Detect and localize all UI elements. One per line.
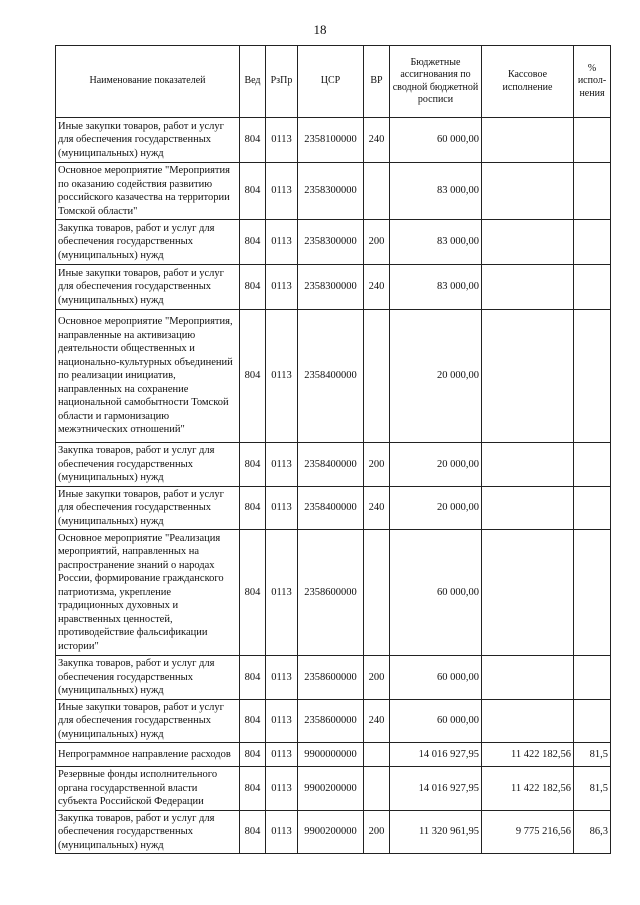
row-cash <box>482 486 574 530</box>
row-rzpr: 0113 <box>266 443 298 487</box>
row-csr: 2358600000 <box>298 656 364 700</box>
row-vr: 200 <box>364 810 390 854</box>
row-name: Иные закупки товаров, работ и услуг для обеспечения государственных (муниципальных) нужд <box>56 118 240 163</box>
row-name: Закупка товаров, работ и услуг для обеспечения государственных (муниципальных) нужд <box>56 443 240 487</box>
row-ved: 804 <box>240 310 266 443</box>
row-rzpr: 0113 <box>266 767 298 811</box>
row-pct <box>574 118 611 163</box>
row-cash: 11 422 182,56 <box>482 743 574 767</box>
row-name: Иные закупки товаров, работ и услуг для обеспечения государственных (муниципальных) нужд <box>56 699 240 743</box>
header-ved: Вед <box>240 46 266 118</box>
row-ved: 804 <box>240 810 266 854</box>
row-rzpr: 0113 <box>266 265 298 310</box>
row-csr: 9900000000 <box>298 743 364 767</box>
row-ved: 804 <box>240 265 266 310</box>
row-rzpr: 0113 <box>266 163 298 220</box>
row-vr <box>364 163 390 220</box>
row-ved: 804 <box>240 767 266 811</box>
row-rzpr: 0113 <box>266 656 298 700</box>
row-csr: 2358600000 <box>298 530 364 656</box>
row-rzpr: 0113 <box>266 220 298 265</box>
row-cash <box>482 656 574 700</box>
table-row <box>56 443 611 487</box>
row-rzpr: 0113 <box>266 699 298 743</box>
page-number: 18 <box>313 22 327 37</box>
row-rzpr: 0113 <box>266 743 298 767</box>
row-vr <box>364 530 390 656</box>
row-rzpr: 0113 <box>266 810 298 854</box>
row-vr: 240 <box>364 486 390 530</box>
row-pct <box>574 220 611 265</box>
row-rzpr: 0113 <box>266 118 298 163</box>
table-row <box>56 265 611 310</box>
budget-table <box>55 45 611 854</box>
row-budget: 14 016 927,95 <box>390 767 482 811</box>
row-vr: 200 <box>364 443 390 487</box>
row-ved: 804 <box>240 699 266 743</box>
header-vr: ВР <box>364 46 390 118</box>
table-row <box>56 699 611 743</box>
row-vr <box>364 743 390 767</box>
row-cash <box>482 118 574 163</box>
row-name: Закупка товаров, работ и услуг для обеспечения государственных (муниципальных) нужд <box>56 220 240 265</box>
row-name: Основное мероприятие "Мероприятия по оказанию содействия развитию российского казачества на территории Томской области" <box>56 163 240 220</box>
header-pct: % испол-нения <box>574 46 611 118</box>
row-budget: 83 000,00 <box>390 163 482 220</box>
row-vr: 200 <box>364 656 390 700</box>
row-name: Резервные фонды исполнительного органа государственной власти субъекта Российской Федерации <box>56 767 240 811</box>
row-ved: 804 <box>240 530 266 656</box>
row-cash <box>482 310 574 443</box>
row-ved: 804 <box>240 743 266 767</box>
row-csr: 2358300000 <box>298 163 364 220</box>
row-csr: 2358100000 <box>298 118 364 163</box>
row-name: Основное мероприятие "Реализация мероприятий, направленных на распространение знаний о народах России, формирование гражданского патриотизма, укрепление традиционных духовных и нравственных ценностей, противодействие фальсификации истории" <box>56 530 240 656</box>
row-vr <box>364 767 390 811</box>
row-vr <box>364 310 390 443</box>
row-pct <box>574 530 611 656</box>
table-row <box>56 656 611 700</box>
row-pct <box>574 656 611 700</box>
header-cash: Кассовое исполнение <box>482 46 574 118</box>
table-row <box>56 486 611 530</box>
row-ved: 804 <box>240 656 266 700</box>
row-vr: 200 <box>364 220 390 265</box>
header-csr: ЦСР <box>298 46 364 118</box>
row-name: Иные закупки товаров, работ и услуг для обеспечения государственных (муниципальных) нужд <box>56 486 240 530</box>
row-name: Непрограммное направление расходов <box>56 743 240 767</box>
row-pct: 86,3 <box>574 810 611 854</box>
table-row <box>56 530 611 656</box>
row-pct <box>574 163 611 220</box>
row-cash <box>482 443 574 487</box>
row-budget: 60 000,00 <box>390 530 482 656</box>
row-name: Основное мероприятие "Мероприятия, направленные на активизацию деятельности общественных и национально-культурных объединений по реализации инициатив, направленных на сохранение национальной самобытности Томской области и гармонизацию межэтнических отношений" <box>56 310 240 443</box>
row-csr: 9900200000 <box>298 767 364 811</box>
header-name: Наименование показателей <box>56 46 240 118</box>
row-ved: 804 <box>240 163 266 220</box>
row-budget: 60 000,00 <box>390 656 482 700</box>
row-budget: 83 000,00 <box>390 220 482 265</box>
row-budget: 60 000,00 <box>390 118 482 163</box>
table-row <box>56 118 611 163</box>
row-pct <box>574 486 611 530</box>
row-pct: 81,5 <box>574 743 611 767</box>
row-rzpr: 0113 <box>266 530 298 656</box>
row-ved: 804 <box>240 486 266 530</box>
row-csr: 9900200000 <box>298 810 364 854</box>
row-csr: 2358400000 <box>298 310 364 443</box>
row-name: Закупка товаров, работ и услуг для обеспечения государственных (муниципальных) нужд <box>56 656 240 700</box>
row-pct <box>574 443 611 487</box>
row-ved: 804 <box>240 220 266 265</box>
row-cash <box>482 265 574 310</box>
row-budget: 11 320 961,95 <box>390 810 482 854</box>
row-name: Иные закупки товаров, работ и услуг для обеспечения государственных (муниципальных) нужд <box>56 265 240 310</box>
row-vr: 240 <box>364 118 390 163</box>
row-budget: 20 000,00 <box>390 486 482 530</box>
row-pct <box>574 699 611 743</box>
row-ved: 804 <box>240 118 266 163</box>
row-vr: 240 <box>364 265 390 310</box>
row-rzpr: 0113 <box>266 310 298 443</box>
row-cash: 11 422 182,56 <box>482 767 574 811</box>
header-rzpr: РзПр <box>266 46 298 118</box>
row-budget: 60 000,00 <box>390 699 482 743</box>
table-row <box>56 743 611 767</box>
row-name: Закупка товаров, работ и услуг для обеспечения государственных (муниципальных) нужд <box>56 810 240 854</box>
row-rzpr: 0113 <box>266 486 298 530</box>
row-pct: 81,5 <box>574 767 611 811</box>
row-cash <box>482 530 574 656</box>
row-budget: 20 000,00 <box>390 310 482 443</box>
row-csr: 2358300000 <box>298 220 364 265</box>
header-budget: Бюджетные ассигнования по сводной бюджетной росписи <box>390 46 482 118</box>
row-budget: 83 000,00 <box>390 265 482 310</box>
row-cash: 9 775 216,56 <box>482 810 574 854</box>
row-budget: 20 000,00 <box>390 443 482 487</box>
row-ved: 804 <box>240 443 266 487</box>
table-header-row <box>56 46 611 118</box>
row-cash <box>482 699 574 743</box>
row-cash <box>482 163 574 220</box>
row-csr: 2358400000 <box>298 443 364 487</box>
row-cash <box>482 220 574 265</box>
table-row <box>56 767 611 811</box>
row-pct <box>574 265 611 310</box>
row-pct <box>574 310 611 443</box>
table-row <box>56 163 611 220</box>
table-row <box>56 220 611 265</box>
table-row <box>56 810 611 854</box>
row-vr: 240 <box>364 699 390 743</box>
row-budget: 14 016 927,95 <box>390 743 482 767</box>
table-row <box>56 310 611 443</box>
row-csr: 2358300000 <box>298 265 364 310</box>
row-csr: 2358400000 <box>298 486 364 530</box>
row-csr: 2358600000 <box>298 699 364 743</box>
